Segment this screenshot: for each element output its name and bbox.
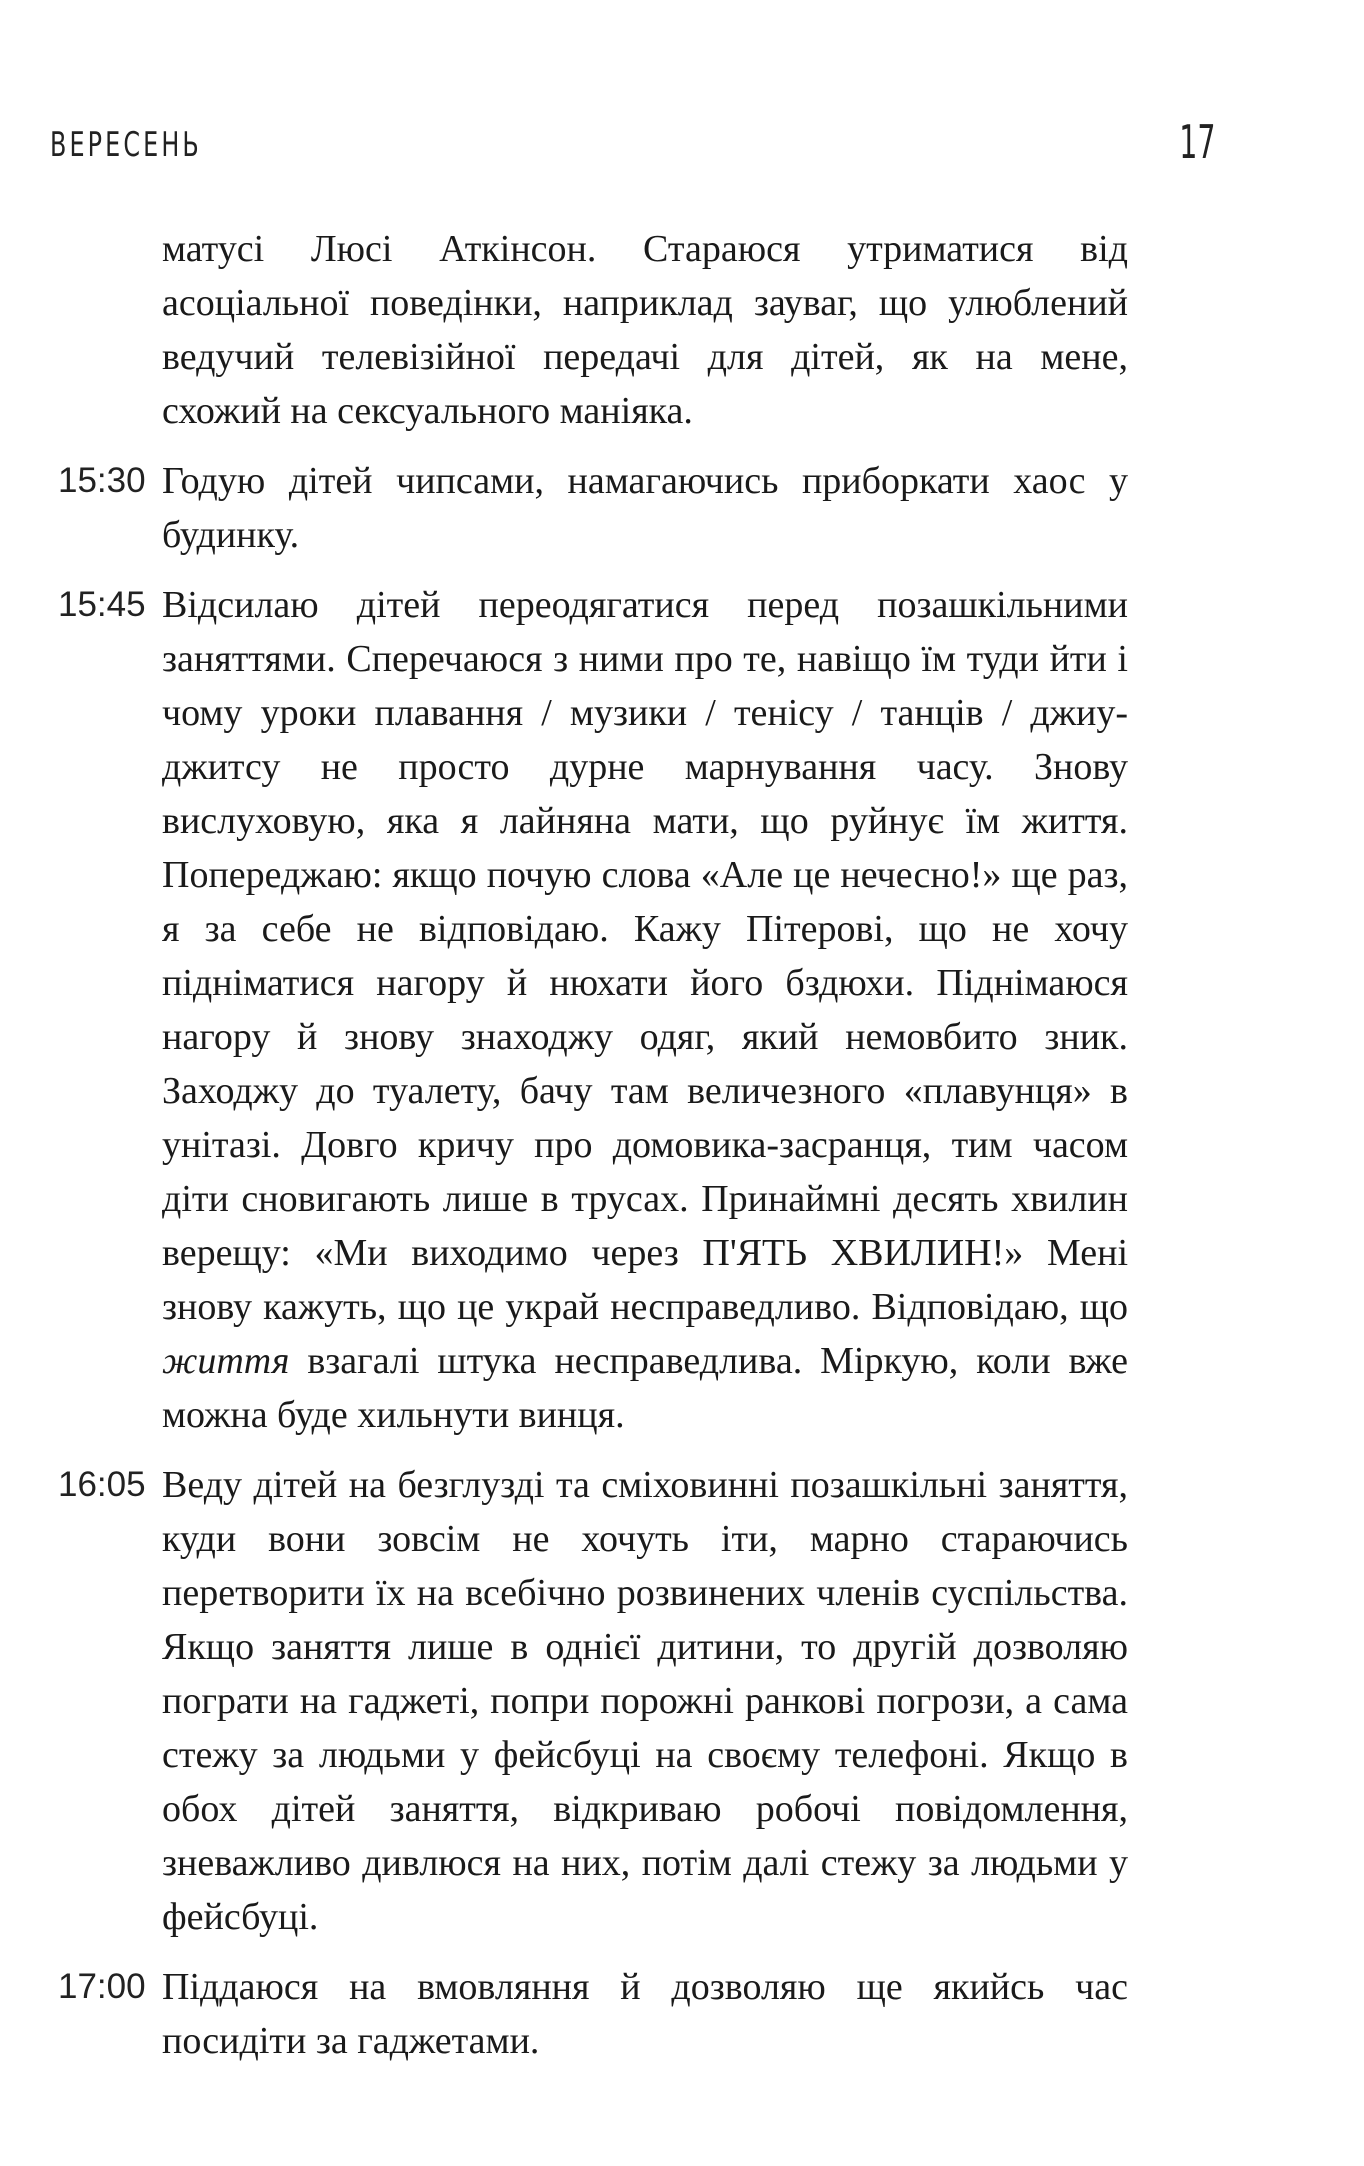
continuation-paragraph xyxy=(162,222,1128,438)
diary-entry-1700 xyxy=(58,1960,1128,2068)
entry-text-part: взагалі штука несправедлива. Міркую, коли вже можна буде хильнути винця. xyxy=(162,1340,1128,1436)
diary-entry-1545 xyxy=(58,578,1128,1442)
entry-time: 15:45 xyxy=(58,585,146,624)
entry-text: Веду дітей на безглузді та сміховинні позашкільні заняття, куди вони зовсім не хочуть іти, марно стараючись перетворити їх на всебічно розвинених членів суспільства. Якщо заняття лише в однієї дитини, то другій дозволяю пограти на гаджеті, попри порожні ранкові погрози, а сама стежу за людьми у фейсбуці на своєму телефоні. Якщо в обох дітей заняття, відкриваю робочі повідомлення, зневажливо дивлюся на них, потім далі стежу за людьми у фейсбуці. xyxy=(162,1464,1128,1938)
entry-time: 15:30 xyxy=(58,461,146,500)
continuation-text: матусі Люсі Аткінсон. Стараюся утриматися від асоціальної поведінки, наприклад зауваг, що улюблений ведучий телевізійної передачі для дітей, як на мене, схожий на сексуального маніяка. xyxy=(162,228,1128,432)
entry-text: Годую дітей чипсами, намагаючись приборкати хаос у будинку. xyxy=(162,460,1128,556)
diary-entry-1605 xyxy=(58,1458,1128,1944)
entry-text xyxy=(162,578,1128,1442)
entry-time: 17:00 xyxy=(58,1967,146,2006)
page-number: 17 xyxy=(1179,115,1216,169)
diary-entry-1530 xyxy=(58,454,1128,562)
entry-text: Піддаюся на вмовляння й дозволяю ще якийсь час посидіти за гаджетами. xyxy=(162,1966,1128,2062)
entry-text-italic: життя xyxy=(162,1340,290,1382)
entry-time: 16:05 xyxy=(58,1465,146,1504)
running-head: ВЕРЕСЕНЬ xyxy=(50,125,202,165)
page-header xyxy=(50,115,1216,175)
body-text xyxy=(0,222,1364,2068)
entry-text-part: Відсилаю дітей переодягатися перед позашкільними заняттями. Сперечаюся з ними про те, навіщо їм туди йти і чому уроки плавання / музики / тенісу / танців / джиу-джитсу не просто дурне марнування часу. Знову вислуховую, яка я лайняна мати, що руйнує їм життя. Попереджаю: якщо почую слова «Але це нечесно!» ще раз, я за себе не відповідаю. Кажу Пітерові, що не хочу підніматися нагору й нюхати його бздюхи. Піднімаюся нагору й знову знаходжу одяг, який немовбито зник. Заходжу до туалету, бачу там величезного «плавунця» в унітазі. Довго кричу про домовика-засранця, тим часом діти сновигають лише в трусах. Принаймні десять хвилин верещу: «Ми виходимо через П'ЯТЬ ХВИЛИН!» Мені знову кажуть, що це украй несправедливо. Відповідаю, що xyxy=(162,584,1128,1328)
